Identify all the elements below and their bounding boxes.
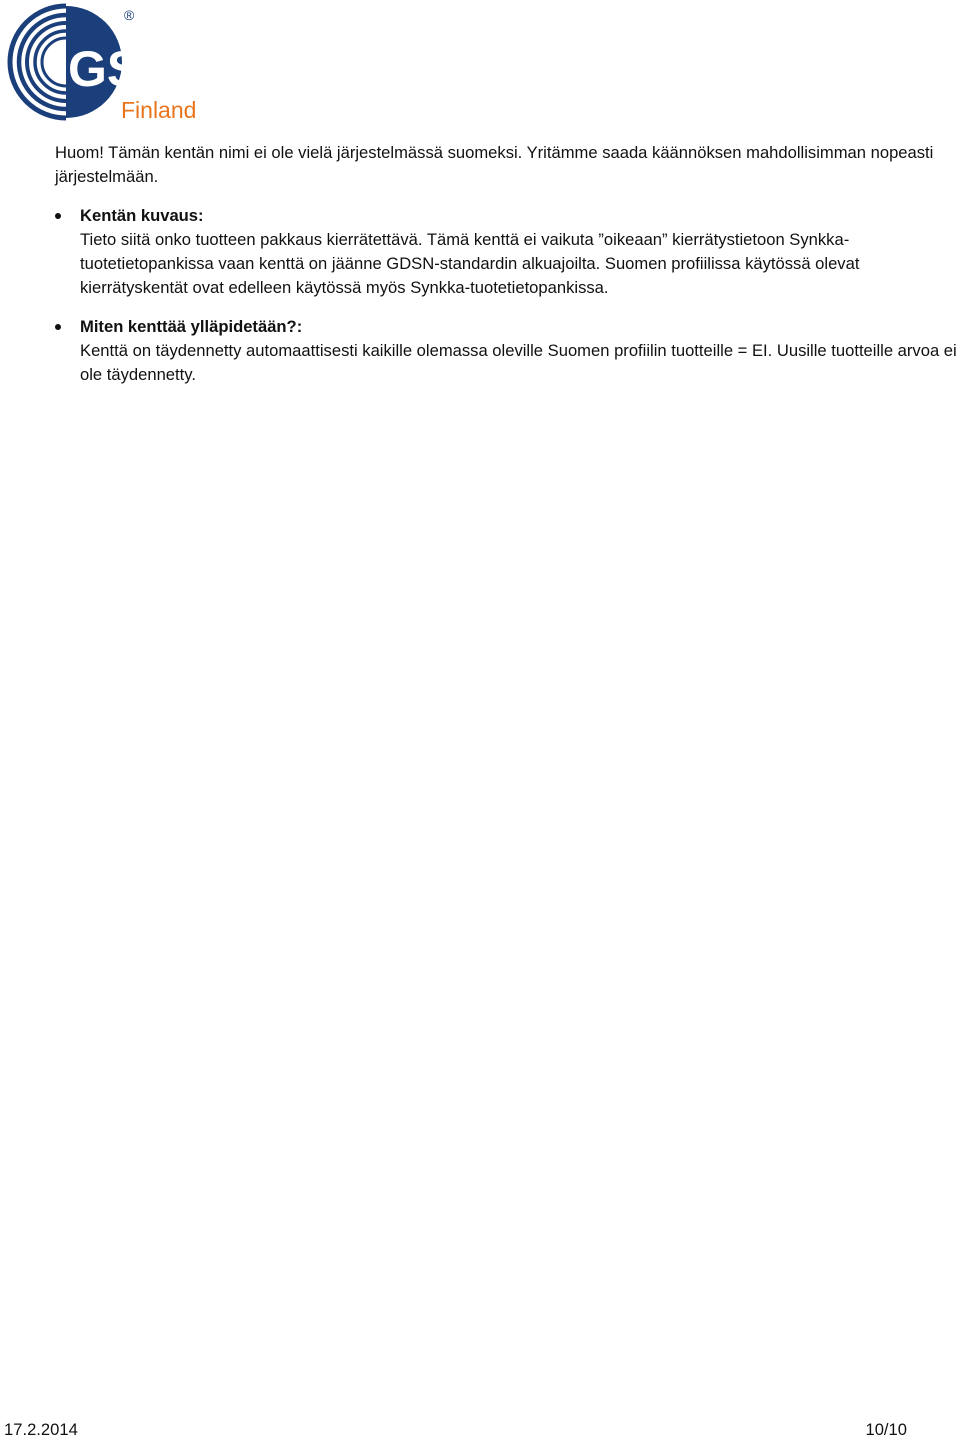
bullet-icon [55, 324, 61, 330]
document-content [55, 141, 960, 402]
maintenance-text: Kenttä on täydennetty automaattisesti kaikille olemassa oleville Suomen profiilin tuotteille = EI. Uusille tuotteille arvoa ei ole täydennetty. [80, 341, 957, 384]
maintenance-heading: Miten kenttää ylläpidetään?: [80, 317, 303, 336]
list-item [55, 315, 960, 387]
gs1-finland-logo [4, 2, 204, 124]
gs1-logo-icon [4, 2, 204, 124]
gs1-brand-text: GS1 [68, 41, 169, 97]
registered-mark: ® [124, 7, 135, 23]
list-item [55, 204, 960, 300]
finland-text: Finland [121, 97, 197, 123]
bullet-icon [55, 213, 61, 219]
field-description-heading: Kentän kuvaus: [80, 206, 204, 225]
field-description-text: Tieto siitä onko tuotteen pakkaus kierrätettävä. Tämä kenttä ei vaikuta ”oikeaan” kierrätystietoon Synkka-tuotetietopankissa vaan kenttä on jäänne GDSN-standardin alkuajoilta. Suomen profiilissa käytössä olevat kierrätyskentät ovat edelleen käytössä myös Synkka-tuotetietopankissa. [80, 230, 860, 297]
field-info-list [55, 204, 960, 387]
footer-date: 17.2.2014 [4, 1420, 78, 1439]
page-footer [0, 1420, 960, 1440]
notice-paragraph: Huom! Tämän kentän nimi ei ole vielä järjestelmässä suomeksi. Yritämme saada käännöksen mahdollisimman nopeasti järjestelmään. [55, 143, 934, 186]
page-number: 10/10 [865, 1420, 907, 1439]
